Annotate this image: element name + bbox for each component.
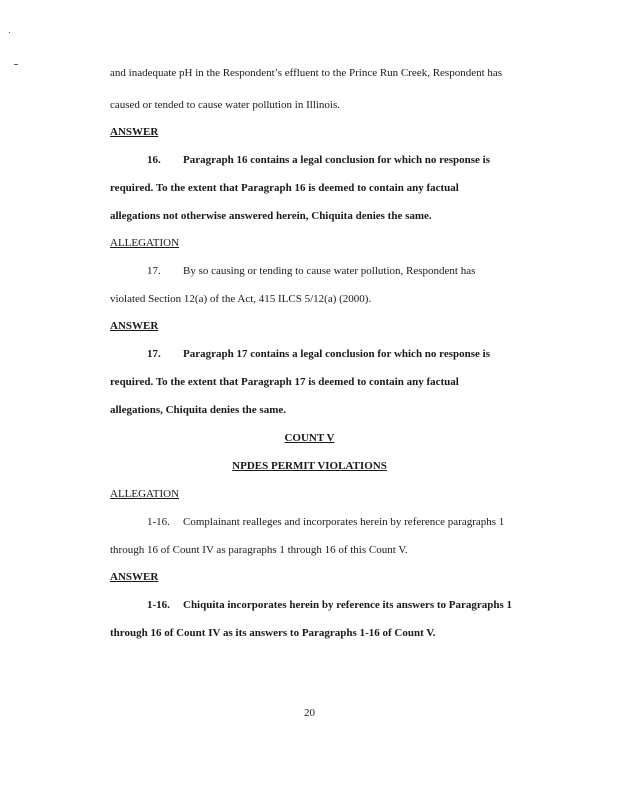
answer-paragraph-line: allegations, Chiquita denies the same. [110, 404, 287, 416]
answer-paragraph-line: through 16 of Count IV as its answers to Paragraphs 1-16 of Count V. [110, 627, 436, 639]
scan-mark [14, 64, 18, 65]
allegation-paragraph-line [147, 515, 504, 529]
paragraph-number: 16. [147, 154, 161, 166]
count-title: COUNT V [284, 432, 335, 444]
page-number: 20 [304, 707, 315, 719]
allegation-paragraph-line: violated Section 12(a) of the Act, 415 ILCS 5/12(a) (2000). [110, 293, 372, 305]
body-text-line: caused or tended to cause water pollution in Illinois. [110, 99, 341, 111]
answer-paragraph-line: allegations not otherwise answered herein, Chiquita denies the same. [110, 210, 432, 222]
allegation-heading: ALLEGATION [110, 237, 180, 249]
paragraph-text: Complainant realleges and incorporates herein by reference paragraphs 1 [183, 516, 505, 528]
paragraph-text: By so causing or tending to cause water pollution, Respondent has [183, 265, 476, 277]
paragraph-text: Paragraph 17 contains a legal conclusion for which no response is [183, 348, 491, 360]
answer-heading: ANSWER [110, 126, 159, 138]
paragraph-text: Chiquita incorporates herein by reference its answers to Paragraphs 1 [183, 599, 513, 611]
answer-heading: ANSWER [110, 320, 159, 332]
paragraph-text: Paragraph 16 contains a legal conclusion for which no response is [183, 154, 491, 166]
answer-paragraph-line [147, 598, 512, 612]
allegation-paragraph-line [147, 264, 475, 278]
paragraph-number: 1-16. [147, 516, 170, 528]
answer-paragraph-line [147, 153, 490, 167]
answer-heading: ANSWER [110, 571, 159, 583]
paragraph-number: 17. [147, 265, 161, 277]
count-subtitle: NPDES PERMIT VIOLATIONS [232, 460, 387, 472]
body-text-line: and inadequate pH in the Respondent’s effluent to the Prince Run Creek, Respondent has [110, 67, 503, 79]
paragraph-number: 1-16. [147, 599, 170, 611]
answer-paragraph-line [147, 347, 490, 361]
scan-mark [9, 32, 10, 33]
answer-paragraph-line: required. To the extent that Paragraph 16 is deemed to contain any factual [110, 182, 459, 194]
paragraph-number: 17. [147, 348, 161, 360]
allegation-heading: ALLEGATION [110, 488, 180, 500]
allegation-paragraph-line: through 16 of Count IV as paragraphs 1 through 16 of this Count V. [110, 544, 408, 556]
answer-paragraph-line: required. To the extent that Paragraph 17 is deemed to contain any factual [110, 376, 459, 388]
